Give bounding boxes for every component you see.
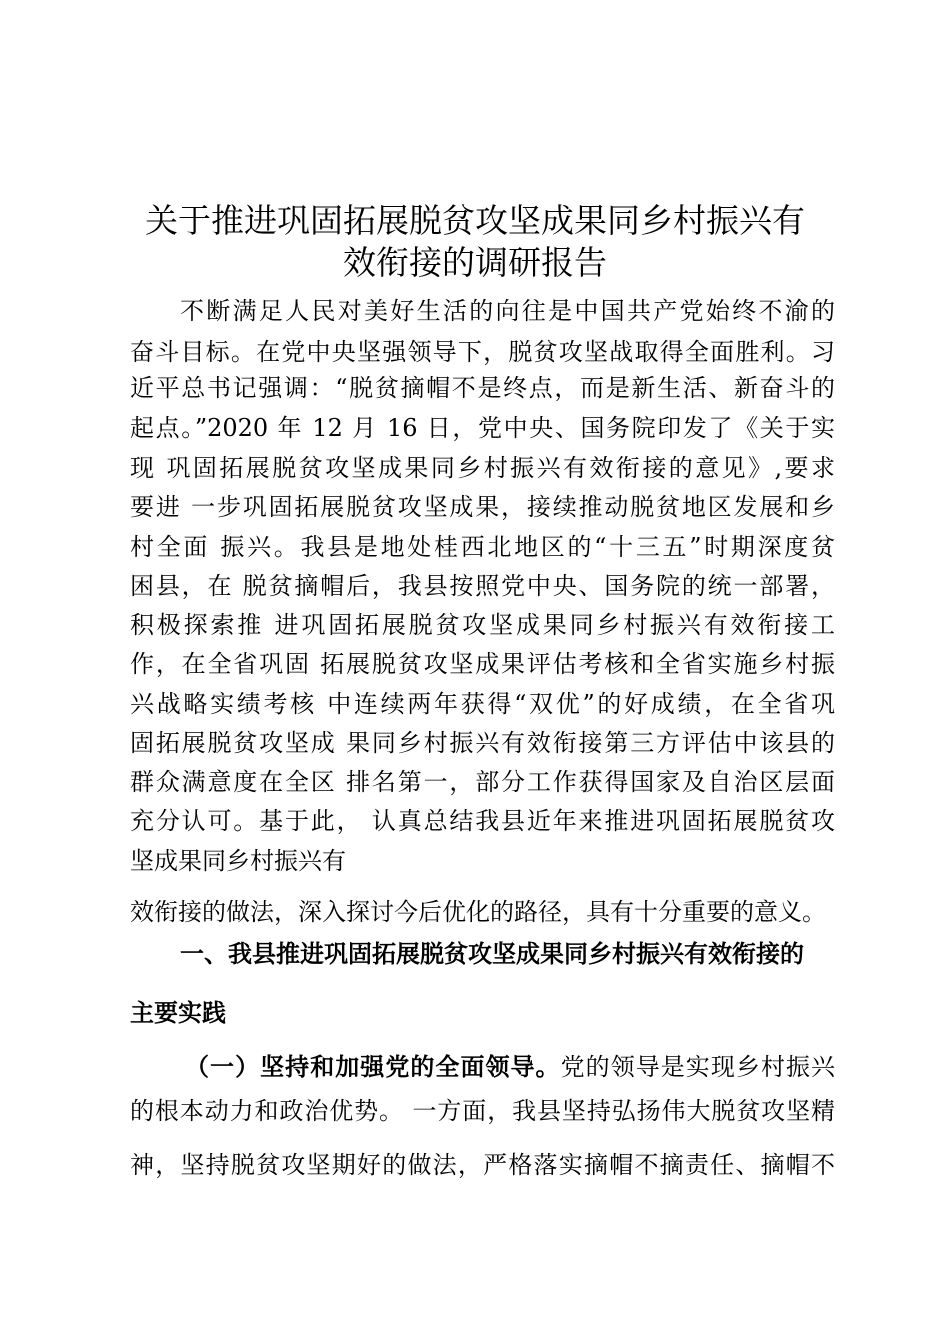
subsection-1-line-1 bbox=[185, 1052, 835, 1082]
intro-line-15: 坚成果同乡村振兴有 bbox=[130, 847, 346, 875]
intro-line-9: 积极探索推 进巩固拓展脱贫攻坚成果同乡村振兴有效衔接工 bbox=[130, 611, 835, 639]
subsection-1-text: 党的领导是实现乡村振兴 bbox=[560, 1053, 836, 1081]
intro-line-5: 现 巩固拓展脱贫攻坚成果同乡村振兴有效衔接的意见》,要求 bbox=[130, 454, 835, 482]
intro-line-13: 群众满意度在全区 排名第一，部分工作获得国家及自治区层面 bbox=[130, 768, 835, 796]
intro-line-3: 近平总书记强调：“脱贫摘帽不是终点，而是新生活、新奋斗的 bbox=[130, 374, 835, 402]
intro-line-7: 村全面 振兴。我县是地处桂西北地区的“十三五”时期深度贫 bbox=[130, 533, 835, 561]
intro-line-14: 充分认可。基于此， 认真总结我县近年来推进巩固拓展脱贫攻 bbox=[130, 807, 835, 835]
intro-line-11: 兴战略实绩考核 中连续两年获得“双优”的好成绩，在全省巩 bbox=[130, 690, 835, 718]
section-1-heading-cont: 主要实践 bbox=[130, 999, 226, 1027]
subsection-1-line-2: 的根本动力和政治优势。 一方面，我县坚持弘扬伟大脱贫攻坚精 bbox=[130, 1097, 835, 1125]
intro-line-12: 固拓展脱贫攻坚成 果同乡村振兴有效衔接第三方评估中该县的 bbox=[130, 729, 835, 757]
intro-tail-line: 效衔接的做法，深入探讨今后优化的路径，具有十分重要的意义。 bbox=[130, 898, 826, 926]
title-line-1: 关于推进巩固拓展脱贫攻坚成果同乡村振兴有 bbox=[145, 201, 805, 240]
subsection-1-line-3: 神，坚持脱贫攻坚期好的做法，严格落实摘帽不摘责任、摘帽不 bbox=[130, 1151, 835, 1179]
section-1-heading: 一、我县推进巩固拓展脱贫攻坚成果同乡村振兴有效衔接的 bbox=[180, 940, 804, 968]
intro-line-2: 奋斗目标。在党中央坚强领导下，脱贫攻坚战取得全面胜利。习 bbox=[130, 338, 835, 366]
subsection-1-label: （一）坚持和加强党的全面领导。 bbox=[185, 1052, 561, 1081]
intro-line-6: 要进 一步巩固拓展脱贫攻坚成果，接续推动脱贫地区发展和乡 bbox=[130, 493, 835, 521]
intro-line-8: 困县，在 脱贫摘帽后，我县按照党中央、国务院的统一部署， bbox=[130, 572, 835, 600]
intro-line-4: 起点。”2020 年 12 月 16 日，党中央、国务院印发了《关于实 bbox=[130, 414, 835, 442]
intro-line-10: 作，在全省巩固 拓展脱贫攻坚成果评估考核和全省实施乡村振 bbox=[130, 650, 835, 678]
title-line-2: 效衔接的调研报告 bbox=[343, 243, 607, 282]
intro-line-1: 不断满足人民对美好生活的向往是中国共产党始终不渝的 bbox=[180, 297, 835, 325]
